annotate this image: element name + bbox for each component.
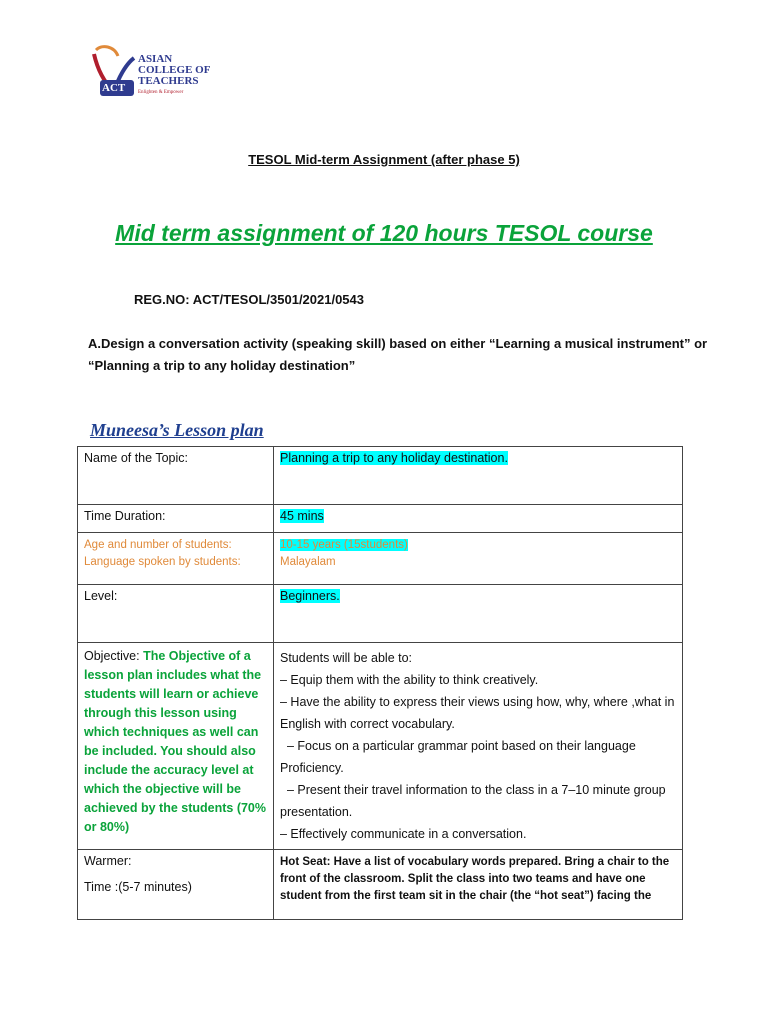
- duration-label: Time Duration:: [78, 505, 274, 533]
- level-value-cell: [274, 585, 683, 643]
- duration-value: 45 mins: [280, 509, 324, 523]
- table-row-students: [78, 533, 683, 585]
- main-title: Mid term assignment of 120 hours TESOL course: [115, 220, 653, 246]
- warmer-value: Hot Seat: Have a list of vocabulary words prepared. Bring a chair to the front of the classroom. Split the class into two teams and have one student from the first team sit in the chair (the “hot seat”) facing the: [274, 850, 683, 920]
- objective-item: Students will be able to:: [280, 651, 413, 665]
- level-label: Level:: [78, 585, 274, 643]
- language-value: Malayalam: [280, 556, 336, 568]
- age-value: 10-15 years (15students): [280, 539, 408, 551]
- topic-label: Name of the Topic:: [78, 447, 274, 505]
- students-label-cell: [78, 533, 274, 585]
- topic-value: Planning a trip to any holiday destination.: [280, 451, 508, 465]
- table-row-objective: [78, 643, 683, 850]
- objective-label-cell: [78, 643, 274, 850]
- table-row-warmer: [78, 850, 683, 920]
- document-title: TESOL Mid-term Assignment (after phase 5): [248, 152, 520, 167]
- age-label: Age and number of students:: [84, 539, 232, 551]
- assignment-question: A.Design a conversation activity (speaking skill) based on either “Learning a musical instrument” or “Planning a trip to any holiday destination”: [88, 336, 708, 373]
- warmer-time: Time :(5-7 minutes): [84, 880, 192, 894]
- registration-number: REG.NO: ACT/TESOL/3501/2021/0543: [134, 292, 365, 307]
- topic-value-cell: [274, 447, 683, 505]
- duration-value-cell: [274, 505, 683, 533]
- logo-tagline: Enlighten & Empower: [138, 90, 184, 95]
- level-value: Beginners.: [280, 589, 340, 603]
- warmer-label-cell: [78, 850, 274, 920]
- objective-list: [274, 643, 683, 850]
- objective-item: – Present their travel information to the class in a 7–10 minute group presentation.: [280, 783, 670, 819]
- table-row-duration: [78, 505, 683, 533]
- logo-text: ASIAN COLLEGE OF TEACHERS: [138, 53, 211, 87]
- objective-note: The Objective of a lesson plan includes what the students will learn or achieve through this lesson using which techniques as well can be included. You should also include the accuracy level at which the objective will be achieved by the students (70% or 80%): [84, 649, 267, 834]
- table-row-topic: [78, 447, 683, 505]
- lesson-plan-table: [77, 446, 683, 920]
- warmer-label: Warmer:: [84, 854, 132, 868]
- objective-item: – Have the ability to express their views using how, why, where ,what in English with correct vocabulary.: [280, 695, 675, 731]
- students-value-cell: [274, 533, 683, 585]
- lesson-plan-title: Muneesa’s Lesson plan: [90, 420, 264, 440]
- table-row-level: [78, 585, 683, 643]
- objective-item: – Effectively communicate in a conversation.: [280, 827, 527, 841]
- logo-emblem-icon: [88, 42, 138, 106]
- language-label: Language spoken by students:: [84, 556, 241, 568]
- logo-badge: ACT: [102, 82, 126, 94]
- objective-item: – Equip them with the ability to think creatively.: [280, 673, 539, 687]
- objective-item: – Focus on a particular grammar point based on their language Proficiency.: [280, 739, 640, 775]
- college-logo: [88, 42, 228, 106]
- objective-label: Objective:: [84, 649, 144, 663]
